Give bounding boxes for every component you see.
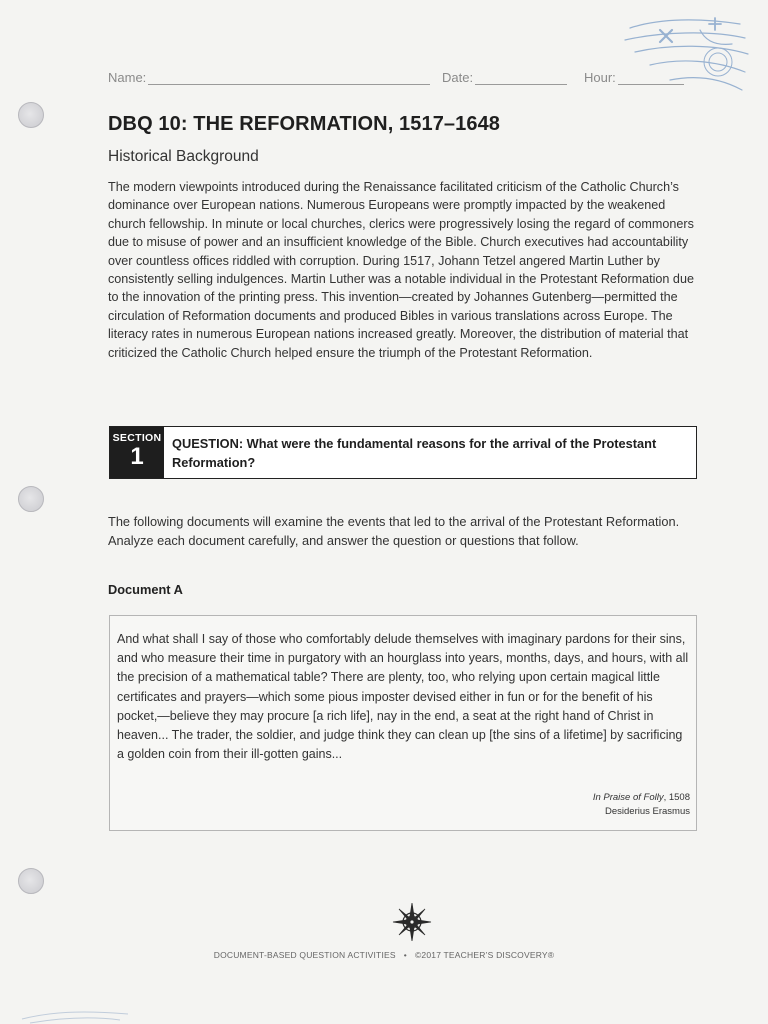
section-question: QUESTION: What were the fundamental reasons for the arrival of the Protestant Reformation?: [172, 436, 657, 470]
document-quote: And what shall I say of those who comfortably delude themselves with imaginary pardons for their sins, and who measure their time in purgatory with an hourglass into years, months, days, and hours, with all the precision of a mathematical table? There are plenty, too, who relying upon certain magical little certificates and prayers—which some pious imposter devised either in fun or for the benefit of his pocket,—believe they may procure [a rich life], nay in the end, a seat at the right hand of Christ in heaven... The trader, the soldier, and judge think they can clean up [the sins of a lifetime] by sacrificing a golden coin from their ill-gotten gains...: [117, 632, 689, 762]
date-field[interactable]: [475, 70, 567, 85]
section-question-box: [109, 426, 697, 479]
section-label: SECTION: [112, 432, 162, 444]
pen-scribble-decoration: [20, 994, 130, 1024]
citation-year: , 1508: [663, 792, 690, 803]
document-label: Document A: [108, 582, 183, 597]
page-subtitle: Historical Background: [108, 148, 259, 165]
date-label: Date:: [442, 70, 474, 85]
binder-hole: [18, 486, 44, 512]
footer-copyright: ©2017 TEACHER’S DISCOVERY®: [414, 950, 555, 960]
name-label: Name:: [108, 70, 147, 85]
background-paragraph: The modern viewpoints introduced during the Renaissance facilitated criticism of the Catholic Church’s dominance over European nations. Numerous Europeans were promptly impacted by the weakened church fellowship. In minute or local churches, clerics were progressively losing the regard of commoners due to misuse of power and an insufficient knowledge of the Bible. Church executives had accountability over countless offices riddled with corruption. During 1517, Johann Tetzel angered Martin Luther by consistently selling indulgences. Martin Luther was a notable individual in the Protestant Reformation due to the innovation of the printing press. This invention—created by Johannes Gutenberg—permitted the circulation of Reformation documents and produced Bibles in various translations across Europe. The literacy rates in numerous European nations increased greatly. Moreover, the distribution of material that criticized the Catholic Church helped ensure the triumph of the Protestant Reformation.: [108, 180, 694, 360]
footer-separator: •: [403, 950, 407, 960]
section-number: 1: [130, 443, 144, 470]
pen-scribble-decoration: [620, 10, 750, 110]
document-citation: [593, 791, 690, 819]
compass-rose-icon: [392, 902, 432, 942]
citation-title: In Praise of Folly: [592, 792, 664, 803]
document-quote-box: [109, 615, 697, 831]
citation-author: Desiderius Erasmus: [605, 806, 690, 817]
name-field[interactable]: [148, 70, 430, 85]
binder-hole: [18, 102, 44, 128]
binder-hole: [18, 868, 44, 894]
historical-background-text: [108, 178, 700, 362]
instructions-text: The following documents will examine the events that led to the arrival of the Protestant Reformation. Analyze each document carefully, and answer the question or questions that follow.: [108, 514, 680, 549]
section-tab: [110, 427, 164, 478]
page-title: DBQ 10: THE REFORMATION, 1517–1648: [108, 113, 501, 135]
footer-series: DOCUMENT-BASED QUESTION ACTIVITIES: [213, 950, 396, 960]
hour-label: Hour:: [584, 70, 616, 85]
hour-field[interactable]: [618, 70, 684, 85]
student-info-fields: [108, 70, 688, 90]
page-footer: [0, 950, 768, 960]
